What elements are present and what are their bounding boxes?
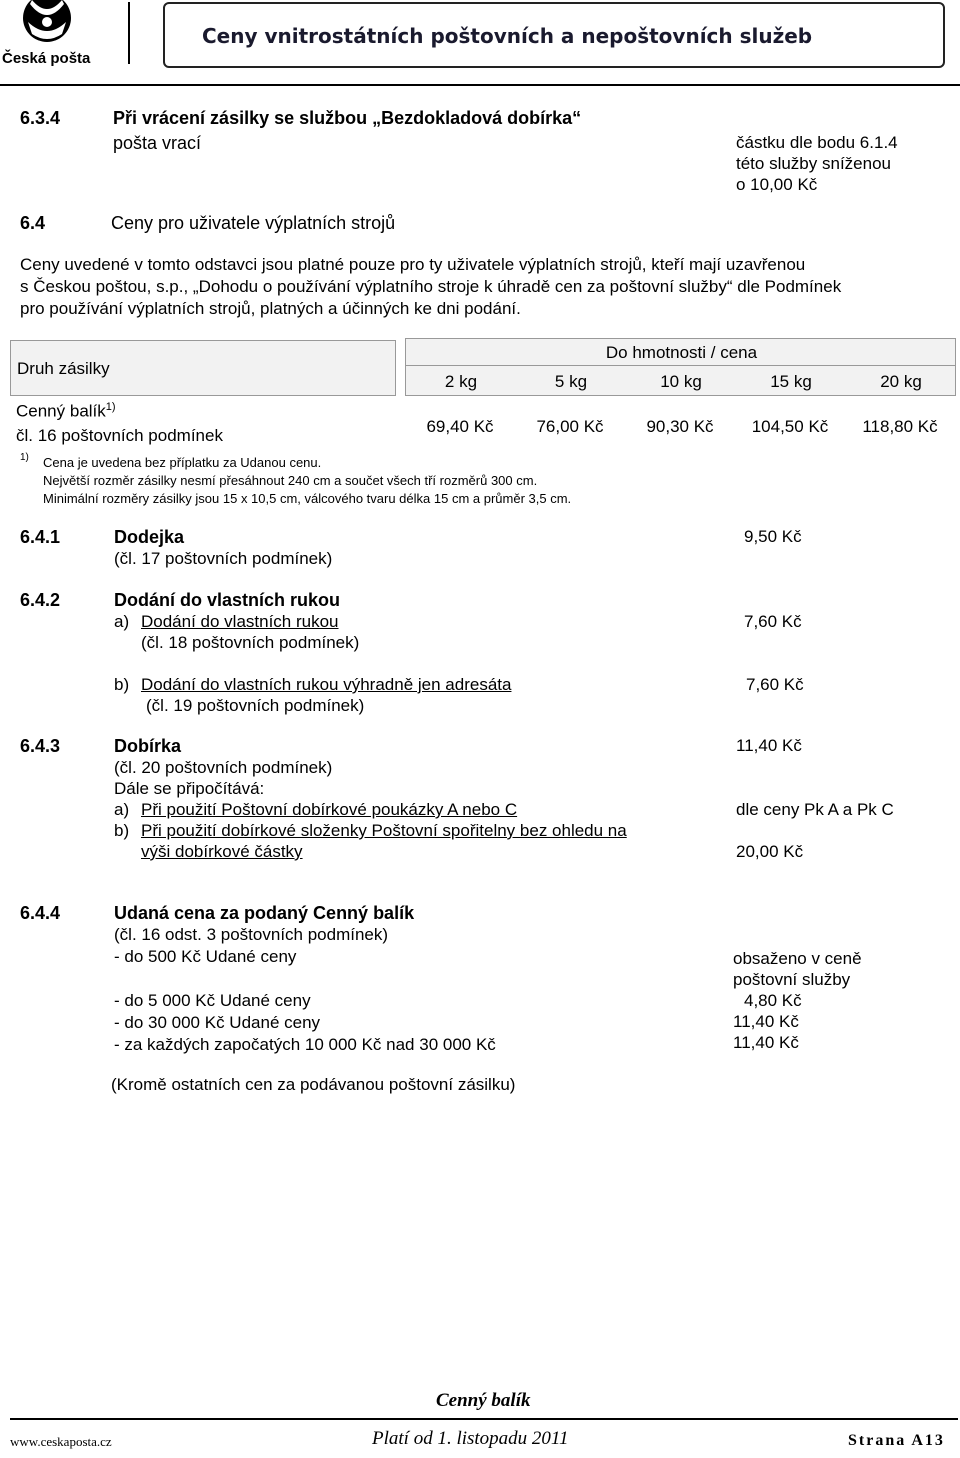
price-line: této služby sníženou [736, 154, 891, 173]
row-subtitle: čl. 16 poštovních podmínek [16, 426, 223, 445]
price-cell: 76,00 Kč [536, 417, 604, 436]
table-header-type [10, 340, 396, 396]
price-cell: 69,40 Kč [426, 417, 494, 436]
price: 20,00 Kč [736, 842, 804, 861]
footnote-line: Cena je uvedena bez příplatku za Udanou cenu. [43, 455, 322, 470]
section-number: 6.4.2 [20, 590, 61, 610]
footnote-line: Největší rozměr zásilky nesmí přesáhnout 240 cm a součet všech tří rozměrů 300 cm. [43, 473, 538, 488]
weight-cell: 10 kg [660, 372, 702, 391]
page-number: Strana A13 [848, 1432, 945, 1449]
item-text: Při použití Poštovní dobírkové poukázky A nebo C [141, 800, 518, 819]
column-label: Druh zásilky [17, 359, 110, 378]
note-text: (Kromě ostatních cen za podávanou poštovní zásilku) [111, 1075, 516, 1094]
paragraph-line: s Českou poštou, s.p., „Dohodu o používání výplatního stroje k úhradě cen za poštovní služby“ dle Podmínek [20, 277, 842, 296]
price: 7,60 Kč [746, 675, 804, 694]
header-separator [128, 2, 130, 64]
page-title: Ceny vnitrostátních poštovních a nepoštovních služeb [202, 24, 813, 48]
section-subtitle: (čl. 17 poštovních podmínek) [114, 549, 333, 568]
section-subtitle: (čl. 16 odst. 3 poštovních podmínek) [114, 925, 389, 944]
item-prefix: a) [114, 612, 130, 631]
footer-section: Cenný balík [436, 1390, 531, 1411]
list-item: - do 30 000 Kč Udané ceny [114, 1013, 321, 1032]
footer-validity: Platí od 1. listopadu 2011 [372, 1428, 569, 1449]
table-header-weight [405, 338, 956, 366]
weight-header-label: Do hmotnosti / cena [605, 343, 758, 362]
row-title-text: Cenný balík [16, 401, 106, 421]
item-text: Při použití dobírkové složenky Poštovní spořitelny bez ohledu na [141, 821, 627, 840]
weight-cell: 5 kg [554, 372, 588, 391]
item-text: Dodání do vlastních rukou [141, 612, 339, 631]
section-number: 6.4.4 [20, 903, 61, 923]
item-text: Dodání do vlastních rukou výhradně jen adresáta [141, 675, 512, 694]
paragraph-line: pro používání výplatních strojů, platných a účinných ke dni podání. [20, 299, 521, 318]
section-title: Udaná cena za podaný Cenný balík [114, 903, 415, 923]
item-subtitle: (čl. 18 poštovních podmínek) [141, 633, 360, 652]
price-cell: 90,30 Kč [646, 417, 714, 436]
section-number: 6.4.1 [20, 527, 61, 547]
price-line: částku dle bodu 6.1.4 [736, 133, 898, 152]
weight-cell: 15 kg [770, 372, 812, 391]
item-text: výši dobírkové částky [141, 842, 303, 861]
price: 7,60 Kč [744, 612, 802, 631]
price: dle ceny Pk A a Pk C [736, 800, 894, 819]
weight-cell: 2 kg [444, 372, 478, 391]
section-number: 6.4.3 [20, 736, 61, 756]
paragraph-line: Ceny uvedené v tomto odstavci jsou platné pouze pro ty uživatele výplatních strojů, kteří mají uzavřenou [20, 255, 806, 274]
section-number: 6.3.4 [20, 108, 61, 128]
footnote-line: Minimální rozměry zásilky jsou 15 x 10,5 cm, válcového tvaru délka 15 cm a průměr 3,5 cm. [43, 491, 572, 506]
price: 11,40 Kč [733, 1012, 799, 1031]
logo-text: Česká pošta [2, 50, 91, 67]
price-line: o 10,00 Kč [736, 175, 818, 194]
section-title: Ceny pro uživatele výplatních strojů [111, 213, 396, 233]
price-cell: 118,80 Kč [862, 417, 938, 436]
footer-url: www.ceskaposta.cz [10, 1434, 112, 1449]
section-text: pošta vrací [113, 133, 202, 153]
section-title: Dobírka [114, 736, 182, 756]
footnote-marker: 1) [20, 452, 29, 463]
table-weight-row [405, 366, 956, 396]
list-item: - za každých započatých 10 000 Kč nad 30 000 Kč [114, 1035, 496, 1054]
post-horn-icon [0, 0, 110, 50]
item-prefix: b) [114, 821, 130, 840]
table-row-label [10, 397, 396, 451]
price-line: poštovní služby [733, 970, 851, 989]
price: 11,40 Kč [733, 1033, 799, 1052]
table-value-row [405, 405, 956, 451]
price-line: obsaženo v ceně [733, 949, 862, 968]
header-title-box [163, 2, 945, 68]
item-prefix: a) [114, 800, 130, 819]
section-subtitle: (čl. 20 poštovních podmínek) [114, 758, 333, 777]
row-title [16, 401, 116, 422]
price-cell: 104,50 Kč [751, 417, 829, 436]
ceska-posta-logo [0, 0, 110, 70]
section-number: 6.4 [20, 213, 46, 233]
price: 4,80 Kč [744, 991, 802, 1010]
list-item: - do 500 Kč Udané ceny [114, 947, 297, 966]
item-subtitle: (čl. 19 poštovních podmínek) [146, 696, 365, 715]
item-prefix: b) [114, 675, 130, 694]
header-rule [0, 84, 960, 86]
section-title: Dodání do vlastních rukou [114, 590, 341, 610]
section-title: Dodejka [114, 527, 185, 547]
price: 9,50 Kč [744, 527, 802, 546]
section-text: Dále se připočítává: [114, 779, 265, 798]
list-item: - do 5 000 Kč Udané ceny [114, 991, 311, 1010]
footer-rule [10, 1418, 958, 1420]
row-footnote-marker: 1) [105, 401, 116, 413]
weight-cell: 20 kg [880, 372, 922, 391]
price: 11,40 Kč [736, 736, 802, 755]
section-title: Při vrácení zásilky se službou „Bezdokladová dobírka“ [113, 108, 582, 128]
